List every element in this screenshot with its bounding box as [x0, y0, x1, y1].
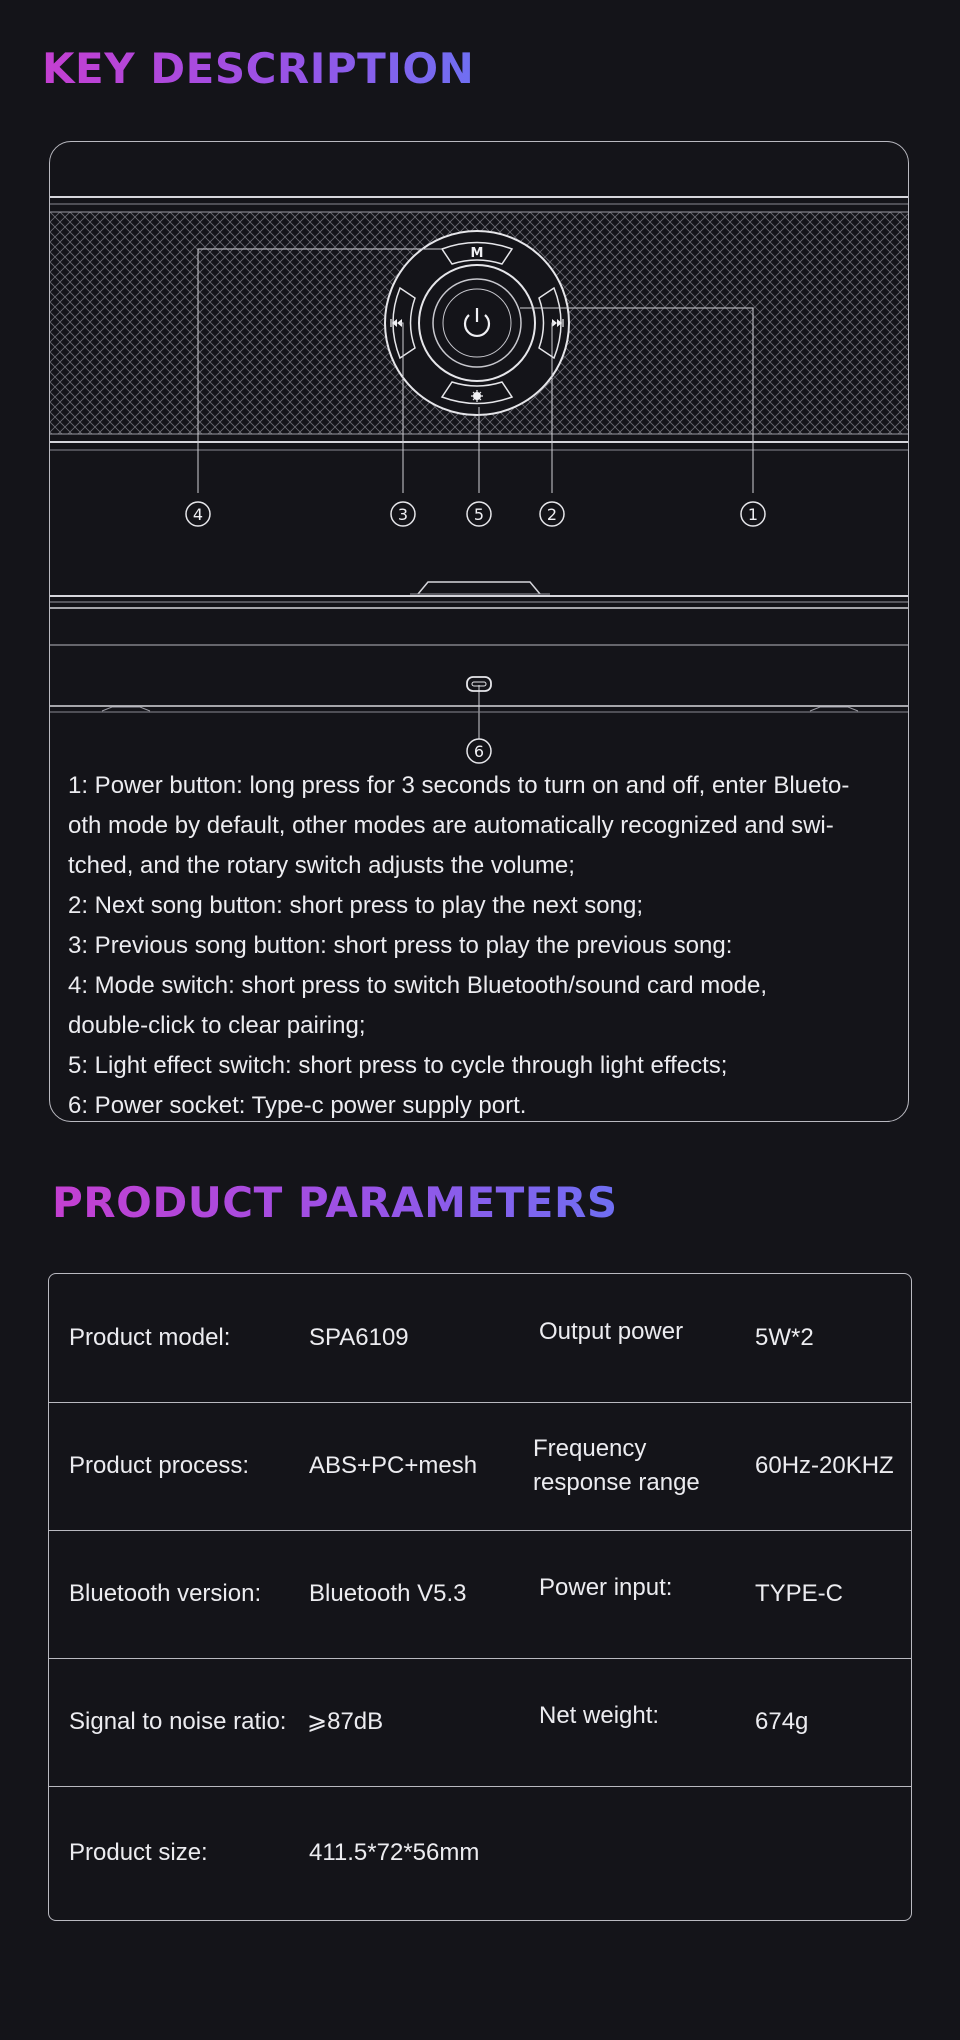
product-parameters-title: PRODUCT PARAMETERS	[52, 1178, 618, 1227]
param-label: Net weight:	[539, 1702, 660, 1729]
callout-3: 3	[397, 505, 409, 524]
param-label: Product size:	[69, 1839, 208, 1866]
table-row	[49, 1658, 911, 1787]
param-value: 411.5*72*56mm	[309, 1839, 480, 1866]
table-row	[49, 1530, 911, 1659]
param-label: Product model:	[69, 1324, 231, 1351]
param-value: ⩾87dB	[307, 1708, 384, 1735]
desc-line: 5: Light effect switch: short press to cycle through light effects;	[68, 1052, 728, 1079]
param-value: 60Hz-20KHZ	[755, 1452, 894, 1479]
param-label: Power input:	[539, 1574, 673, 1601]
desc-line: oth mode by default, other modes are automatically recognized and swi-	[68, 812, 834, 839]
callout-1: 1	[747, 505, 759, 524]
param-value: SPA6109	[309, 1324, 409, 1351]
parameters-table	[48, 1273, 912, 1921]
param-label: Frequency response range	[533, 1435, 700, 1496]
param-label: Signal to noise ratio:	[69, 1708, 287, 1735]
control-panel	[385, 231, 569, 415]
desc-line: 4: Mode switch: short press to switch Bluetooth/sound card mode,	[68, 972, 768, 999]
desc-line: double-click to clear pairing;	[68, 1012, 366, 1039]
param-value: 5W*2	[755, 1324, 814, 1351]
param-label: Output power	[539, 1318, 684, 1345]
param-label: Product process:	[69, 1452, 250, 1479]
callout-markers	[186, 502, 765, 763]
key-description-panel	[49, 141, 909, 1122]
callout-4: 4	[192, 505, 204, 524]
table-row	[49, 1274, 911, 1403]
callout-5: 5	[473, 505, 485, 524]
param-value: Bluetooth V5.3	[309, 1580, 467, 1607]
param-value: ABS+PC+mesh	[309, 1452, 478, 1479]
key-description-text	[68, 766, 908, 1122]
desc-line: tched, and the rotary switch adjusts the volume;	[68, 852, 575, 879]
desc-line: 2: Next song button: short press to play the next song;	[68, 892, 644, 919]
speaker-diagram	[50, 142, 909, 872]
param-label: Bluetooth version:	[69, 1580, 262, 1607]
desc-line: 1: Power button: long press for 3 seconds to turn on and off, enter Blueto-	[68, 772, 850, 799]
desc-line: 3: Previous song button: short press to play the previous song:	[68, 932, 733, 959]
callout-6: 6	[473, 742, 485, 761]
table-row	[49, 1402, 911, 1531]
param-value: TYPE-C	[755, 1580, 844, 1607]
mode-button-mark: M	[470, 246, 484, 261]
desc-line: 6: Power socket: Type-c power supply port.	[68, 1092, 527, 1119]
callout-2: 2	[546, 505, 558, 524]
key-description-title: KEY DESCRIPTION	[42, 44, 475, 93]
table-row	[49, 1786, 911, 1920]
param-value: 674g	[755, 1708, 809, 1735]
